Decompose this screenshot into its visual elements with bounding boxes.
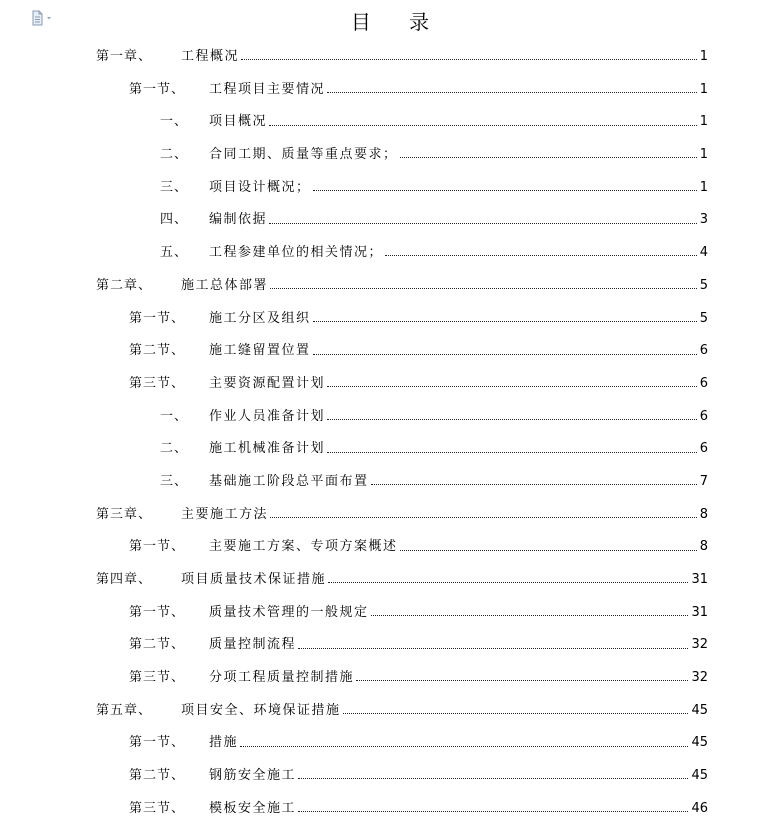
toc-entry-link[interactable] (160, 172, 708, 205)
toc-entry-link[interactable] (160, 204, 708, 237)
toc-dot-leader (385, 255, 697, 256)
toc-entry-link[interactable] (129, 629, 708, 662)
toc-dot-leader (269, 125, 697, 126)
toc-page-number: 6 (699, 441, 708, 457)
toc-entry-number: 第三节、 (129, 800, 186, 816)
toc-page-number: 45 (691, 735, 708, 751)
toc-entry-number: 第二节、 (129, 637, 186, 653)
toc-entry-title: 模板安全施工 (209, 800, 297, 816)
toc-entry-link[interactable] (160, 237, 708, 270)
toc-page-number: 6 (699, 408, 708, 424)
toc-row (0, 531, 780, 564)
toc-entry-link[interactable] (129, 303, 708, 336)
toc-dot-leader (328, 582, 688, 583)
toc-dot-leader (400, 550, 697, 551)
toc-row (0, 139, 780, 172)
toc-entry-link[interactable] (96, 41, 708, 74)
toc-entry-number: 四、 (160, 212, 189, 228)
toc-row (0, 335, 780, 368)
toc-row (0, 433, 780, 466)
toc-page-number: 4 (699, 245, 708, 261)
toc-row (0, 466, 780, 499)
toc-entry-number: 第一节、 (129, 735, 186, 751)
toc-entry-number: 第一节、 (129, 310, 186, 326)
toc-page-number: 5 (699, 310, 708, 326)
toc-row (0, 793, 780, 826)
toc-entry-title: 工程项目主要情况 (209, 81, 326, 97)
toc-entry-number: 第二节、 (129, 343, 186, 359)
toc-dot-leader (298, 778, 688, 779)
toc-entry-title: 分项工程质量控制措施 (209, 670, 355, 686)
toc-entry-link[interactable] (129, 760, 708, 793)
toc-entry-number: 第一章、 (96, 49, 153, 64)
toc-entry-title: 基础施工阶段总平面布置 (209, 473, 369, 489)
toc-entry-title: 措施 (209, 735, 239, 751)
toc-dot-leader (400, 157, 697, 158)
toc-row (0, 564, 780, 597)
toc-entry-link[interactable] (160, 401, 708, 434)
toc-entry-number: 五、 (160, 245, 189, 261)
toc-page-number: 32 (691, 670, 708, 686)
toc-entry-number: 二、 (160, 147, 189, 163)
toc-entry-number: 第三节、 (129, 375, 186, 391)
toc-row (0, 172, 780, 205)
toc-page-number: 5 (699, 277, 708, 293)
toc-dot-leader (327, 92, 697, 93)
toc-entry-number: 第二章、 (96, 277, 153, 293)
toc-dot-leader (327, 452, 697, 453)
toc-entry-title: 合同工期、质量等重点要求； (209, 147, 398, 163)
toc-page-number: 8 (699, 506, 708, 522)
toc-page-number: 45 (691, 702, 708, 718)
toc-entry-title: 工程概况 (181, 49, 240, 64)
toc-entry-title: 项目概况 (209, 114, 268, 130)
toc-row (0, 727, 780, 760)
toc-dot-leader (371, 484, 697, 485)
toc-entry-title: 作业人员准备计划 (209, 408, 326, 424)
toc-entry-number: 第三节、 (129, 670, 186, 686)
toc-entry-title: 项目质量技术保证措施 (181, 572, 327, 587)
toc-row (0, 662, 780, 695)
toc-entry-link[interactable] (129, 727, 708, 760)
toc-entry-number: 第五章、 (96, 702, 153, 718)
toc-dot-leader (270, 288, 697, 289)
toc-page-number: 3 (699, 212, 708, 228)
toc-page-number: 6 (699, 375, 708, 391)
toc-dot-leader (327, 419, 697, 420)
toc-entry-link[interactable] (96, 564, 708, 597)
toc-row (0, 401, 780, 434)
toc-entry-link[interactable] (160, 433, 708, 466)
toc-dot-leader (356, 680, 688, 681)
toc-row (0, 204, 780, 237)
toc-dot-leader (298, 811, 688, 812)
toc-entry-link[interactable] (160, 466, 708, 499)
toc-entry-number: 第四章、 (96, 572, 153, 587)
toc-dot-leader (298, 648, 688, 649)
toc-entry-link[interactable] (96, 695, 708, 728)
toc-page-number: 46 (691, 800, 708, 816)
toc-entry-number: 二、 (160, 441, 189, 457)
toc-dot-leader (327, 386, 697, 387)
toc-dot-leader (313, 190, 697, 191)
toc-entry-title: 施工机械准备计划 (209, 441, 326, 457)
toc-entry-number: 第二节、 (129, 768, 186, 784)
toc-entry-link[interactable] (96, 499, 708, 532)
toc-dot-leader (240, 746, 688, 747)
toc-page-number: 32 (691, 637, 708, 653)
toc-row (0, 499, 780, 532)
toc-dot-leader (270, 517, 697, 518)
toc-entry-link[interactable] (129, 368, 708, 401)
toc-entry-title: 钢筋安全施工 (209, 768, 297, 784)
toc-entry-link[interactable] (160, 106, 708, 139)
toc-dot-leader (241, 59, 697, 60)
toc-dot-leader (313, 321, 697, 322)
toc-row (0, 629, 780, 662)
toc-dot-leader (371, 615, 689, 616)
toc-page-number: 6 (699, 343, 708, 359)
toc-page-number: 1 (699, 81, 708, 97)
toc-entry-link[interactable] (129, 531, 708, 564)
toc-page-number: 1 (699, 179, 708, 195)
toc-page-number: 7 (699, 473, 708, 489)
toc-page-number: 31 (691, 604, 708, 620)
toc-row (0, 41, 780, 74)
toc-entry-title: 施工分区及组织 (209, 310, 311, 326)
toc-entry-number: 三、 (160, 473, 189, 489)
toc-dot-leader (269, 223, 697, 224)
toc-row (0, 74, 780, 107)
page-title: 目 录 (350, 10, 430, 34)
toc-row (0, 760, 780, 793)
toc-entry-link[interactable] (129, 662, 708, 695)
toc-page-number: 1 (699, 49, 708, 64)
toc-entry-number: 第一节、 (129, 604, 186, 620)
toc-entry-title: 施工总体部署 (181, 277, 269, 293)
toc-dot-leader (313, 354, 697, 355)
toc-entry-link[interactable] (129, 74, 708, 107)
toc-row (0, 270, 780, 303)
toc-page-number: 45 (691, 768, 708, 784)
toc-entry-link[interactable] (129, 597, 708, 630)
toc-row (0, 303, 780, 336)
toc-entry-title: 质量技术管理的一般规定 (209, 604, 369, 620)
toc-entry-title: 工程参建单位的相关情况； (209, 245, 384, 261)
toc-entry-number: 三、 (160, 179, 189, 195)
toc-row (0, 106, 780, 139)
toc-entry-title: 主要资源配置计划 (209, 375, 326, 391)
toc-entry-title: 项目安全、环境保证措施 (181, 702, 341, 718)
toc-page-number: 8 (699, 539, 708, 555)
toc-row (0, 695, 780, 728)
toc-entry-number: 一、 (160, 408, 189, 424)
toc-entry-title: 主要施工方案、专项方案概述 (209, 539, 398, 555)
toc-entry-link[interactable] (96, 270, 708, 303)
toc-entry-title: 项目设计概况； (209, 179, 311, 195)
toc-entry-title: 编制依据 (209, 212, 268, 228)
toc-entry-number: 第一节、 (129, 539, 186, 555)
toc-page-number: 31 (691, 572, 708, 587)
toc-row (0, 368, 780, 401)
toc-entry-number: 一、 (160, 114, 189, 130)
toc-row (0, 237, 780, 270)
toc-entry-title: 主要施工方法 (181, 506, 269, 522)
toc-entry-number: 第一节、 (129, 81, 186, 97)
toc-entry-link[interactable] (129, 335, 708, 368)
toc-page-number: 1 (699, 147, 708, 163)
toc-entry-number: 第三章、 (96, 506, 153, 522)
table-of-contents (0, 41, 780, 826)
toc-entry-title: 质量控制流程 (209, 637, 297, 653)
toc-row (0, 597, 780, 630)
toc-entry-link[interactable] (129, 793, 708, 826)
toc-dot-leader (343, 713, 689, 714)
toc-entry-title: 施工缝留置位置 (209, 343, 311, 359)
toc-entry-link[interactable] (160, 139, 708, 172)
toc-page-number: 1 (699, 114, 708, 130)
